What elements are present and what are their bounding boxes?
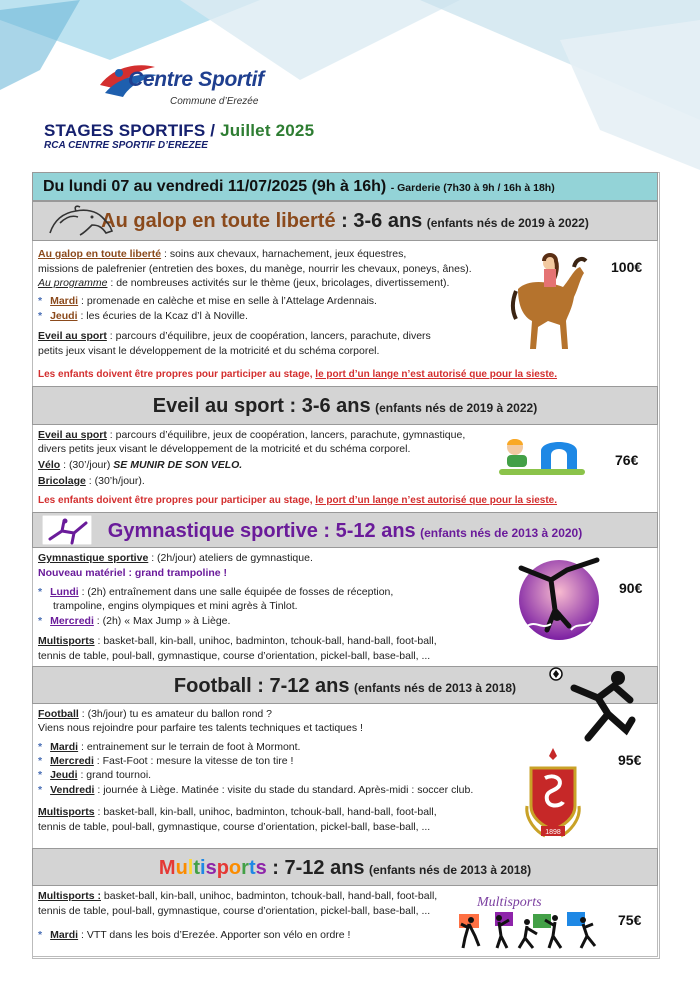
foot-price: 95€ — [618, 752, 642, 768]
multi-line-1: Multisports : basket-ball, kin-ball, unihoc, badminton, tchouk-ball, hand-ball, foot-ball, — [38, 890, 438, 902]
foot-multisports-1: Multisports : basket-ball, kin-ball, unihoc, badminton, tchouk-ball, hand-ball, foot-ball, — [38, 806, 437, 818]
foot-bullet-jeudi: * Jeudi : grand tournoi. — [38, 769, 152, 781]
multi-line-2: tennis de table, poul-ball, gymnastique, course d’orientation, pickel-ball, base-ball, ... — [38, 905, 431, 917]
foot-header: Football : 7-12 ans (enfants nés de 2013 à 2018) — [32, 666, 658, 704]
foot-bullet-mardi: * Mardi : entrainement sur le terrain de foot à Mormont. — [38, 741, 301, 753]
multi-body — [32, 886, 658, 957]
galop-warning: Les enfants doivent être propres pour participer au stage, le port d’un lange n’est autorisé que pour la sieste. — [38, 369, 558, 380]
page-header — [0, 0, 700, 175]
multi-title-colored — [159, 857, 267, 879]
page-title: STAGES SPORTIFS / Juillet 2025 — [44, 121, 315, 140]
galop-header: Au galop en toute liberté : 3-6 ans (enfants nés de 2019 à 2022) — [32, 201, 658, 241]
gymnast-balance-icon — [511, 550, 607, 646]
dates-banner: Du lundi 07 au vendredi 11/07/2025 (9h à 16h) - Garderie (7h30 à 9h / 16h à 18h) — [32, 172, 658, 201]
foot-line-1: Football : (3h/jour) tu es amateur du ballon rond ? — [38, 708, 273, 720]
gym-bullet-mercredi: * Mercredi : (2h) « Max Jump » à Liège. — [38, 615, 231, 627]
multisports-image-label: Multisports — [477, 895, 542, 910]
multi-header: Multisports : 7-12 ans (enfants nés de 2013 à 2018) — [32, 848, 658, 886]
foot-body — [32, 704, 658, 848]
multi-title-letter: s — [255, 857, 267, 879]
eveil-header: Eveil au sport : 3-6 ans (enfants nés de 2019 à 2022) — [32, 386, 658, 425]
eveil-warning: Les enfants doivent être propres pour participer au stage, le port d’un lange n’est autorisé que pour la sieste. — [38, 495, 558, 506]
multi-title-letter: o — [228, 857, 242, 879]
crest-year: 1898 — [545, 829, 561, 836]
multi-title-letter: r — [241, 857, 249, 879]
gym-header: Gymnastique sportive : 5-12 ans (enfants nés de 2013 à 2020) — [32, 512, 658, 548]
eveil-bricolage: Bricolage : (30’h/jour). — [38, 475, 145, 487]
foot-line-2: Viens nous rejoindre pour parfaire tes talents techniques et tactiques ! — [38, 722, 363, 734]
page-subtitle: RCA CENTRE SPORTIF D’EREZEE — [44, 140, 208, 151]
multi-title-letter: u — [175, 857, 188, 879]
multi-title-letter: t — [248, 857, 256, 879]
horse-rider-icon — [508, 249, 588, 359]
standard-liege-crest-icon — [523, 746, 583, 841]
galop-line-3: Au programme : de nombreuses activités sur le thème (jeux, bricolages, divertissement). — [38, 277, 450, 289]
galop-eveil-2: petits jeux visant le développement de la motricité et du schéma corporel. — [38, 345, 380, 357]
foot-bullet-mercredi: * Mercredi : Fast-Foot : mesure la vitesse de ton tire ! — [38, 755, 294, 767]
galop-line-2: missions de palefrenier (entretien des boxes, du manège, nourrir les chevaux, poneys, ânes). — [38, 263, 472, 275]
multi-title-letter: p — [216, 857, 229, 879]
eveil-line-2: divers petits jeux visant le développement de la motricité et du schéma corporel. — [38, 443, 411, 455]
logo-title: Centre Sportif — [128, 68, 264, 91]
multi-bullet-mardi: * Mardi : VTT dans les bois d’Erezée. Apporter son vélo en ordre ! — [38, 929, 351, 941]
eveil-price: 76€ — [615, 452, 639, 468]
eveil-body — [32, 425, 658, 512]
multi-price: 75€ — [618, 912, 642, 928]
multi-title-letter: s — [205, 857, 217, 879]
child-tunnel-icon — [497, 433, 587, 479]
gymnast-icon — [42, 515, 92, 545]
galop-body — [32, 241, 658, 386]
multi-title-letter: t — [193, 857, 201, 879]
logo-subtitle: Commune d’Erezée — [170, 96, 259, 107]
gym-bullet-lundi-2: trampoline, engins olympiques et mini agrès à Tinlot. — [53, 600, 298, 612]
gym-bullet-lundi: * Lundi : (2h) entraînement dans une salle équipée de fosses de réception, — [38, 586, 394, 598]
galop-line-1: Au galop en toute liberté : soins aux chevaux, harnachement, jeux équestres, — [38, 248, 407, 260]
galop-price: 100€ — [611, 259, 643, 275]
galop-eveil-1: Eveil au sport : parcours d’équilibre, jeux de coopération, lancers, parachute, divers — [38, 330, 431, 342]
horse-head-icon — [40, 203, 120, 239]
multi-title-letter: l — [187, 857, 194, 879]
gym-new-material: Nouveau matériel : grand trampoline ! — [38, 567, 228, 579]
gym-multisports-2: tennis de table, poul-ball, gymnastique, course d’orientation, pickel-ball, base-ball, ... — [38, 650, 431, 662]
multisports-silhouettes-icon — [455, 890, 605, 950]
multi-title-letter: i — [200, 857, 206, 879]
multi-title-letter: M — [158, 857, 176, 879]
eveil-velo: Vélo : (30’/jour) SE MUNIR DE SON VELO. — [38, 459, 243, 471]
gym-line-1: Gymnastique sportive : (2h/jour) ateliers de gymnastique. — [38, 552, 313, 564]
foot-multisports-2: tennis de table, poul-ball, gymnastique, course d’orientation, pickel-ball, base-ball, ... — [38, 821, 431, 833]
gym-price: 90€ — [619, 580, 643, 596]
foot-bullet-vendredi: * Vendredi : journée à Liège. Matinée : visite du stade du standard. Après-midi : soccer club. — [38, 784, 474, 796]
eveil-line-1: Eveil au sport : parcours d’équilibre, jeux de coopération, lancers, parachute, gymnastique, — [38, 429, 466, 441]
gym-body — [32, 548, 658, 666]
galop-bullet-mardi: * Mardi : promenade en calèche et mise en selle à l’Attelage Ardennais. — [38, 295, 377, 307]
gym-multisports-1: Multisports : basket-ball, kin-ball, unihoc, badminton, tchouk-ball, hand-ball, foot-ball, — [38, 635, 437, 647]
galop-bullet-jeudi: * Jeudi : les écuries de la Kcaz d’l à Noville. — [38, 310, 248, 322]
